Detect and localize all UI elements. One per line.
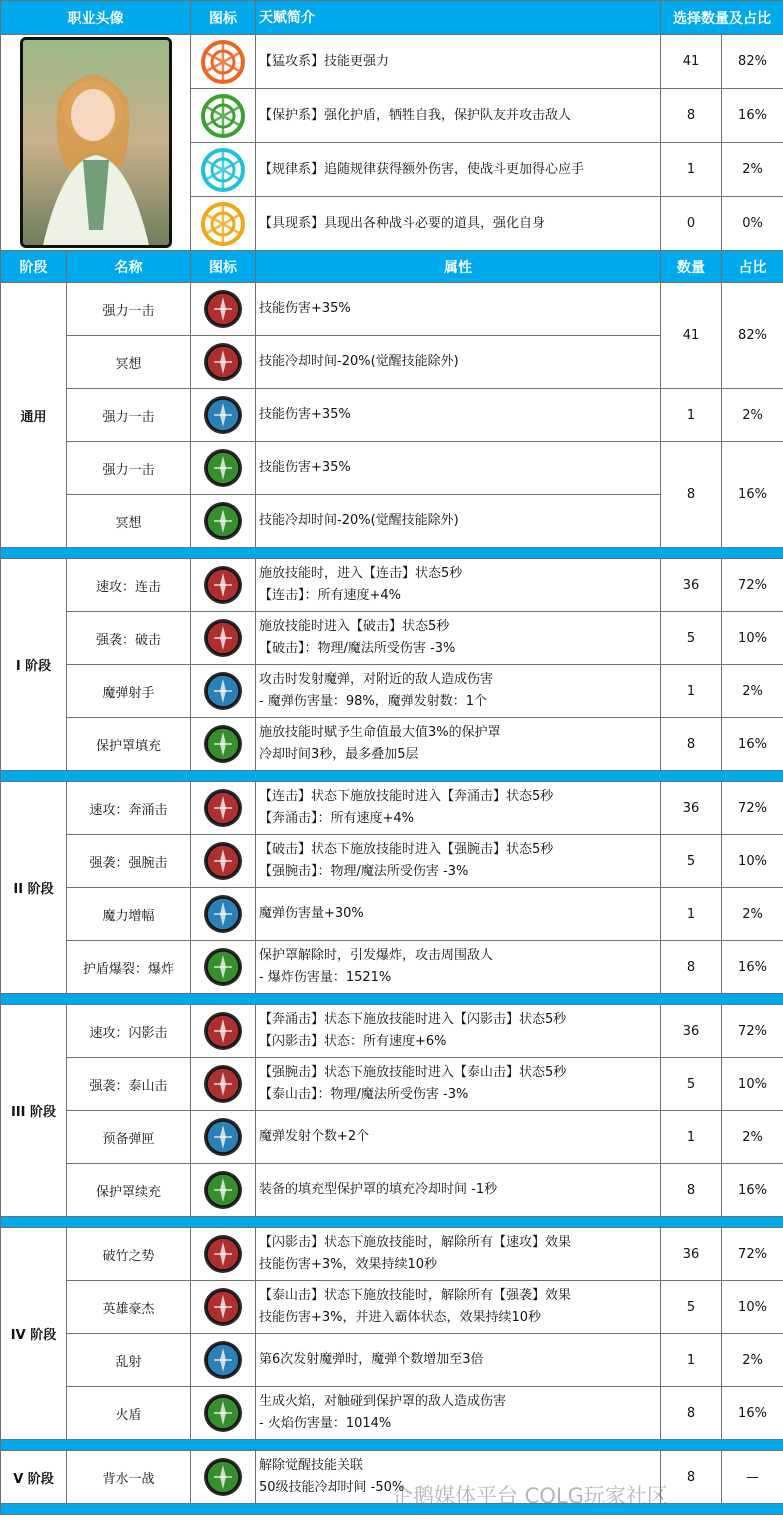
skill-percent: 16% <box>722 718 783 771</box>
skill-name: 强力一击 <box>67 389 191 442</box>
skill-count: 8 <box>661 442 722 548</box>
skill-count: 5 <box>661 1281 722 1334</box>
skill-name: 强力一击 <box>67 283 191 336</box>
talent-count: 0 <box>661 197 722 251</box>
orange-triad-emblem-icon <box>200 39 246 85</box>
skill-count: 36 <box>661 1005 722 1058</box>
col-talent-header: 天赋简介 <box>256 1 661 35</box>
section-divider <box>1 994 783 1005</box>
skill-icon-cell <box>191 888 256 941</box>
skill-icon-cell <box>191 559 256 612</box>
skill-count: 36 <box>661 559 722 612</box>
green-shield-skill-icon <box>203 724 243 764</box>
skill-name: 保护罩填充 <box>67 718 191 771</box>
skill-percent: 2% <box>722 1111 783 1164</box>
attribute-line: 冷却时间3秒，最多叠加5层 <box>259 747 419 762</box>
skill-percent: 72% <box>722 1228 783 1281</box>
green-recharge-skill-icon <box>203 1170 243 1210</box>
attribute-text <box>256 336 661 389</box>
skill-name: 英雄豪杰 <box>67 1281 191 1334</box>
col-stage-header: 阶段 <box>1 251 67 283</box>
green-wings-emblem-icon <box>200 93 246 139</box>
red-surge-skill-icon <box>203 788 243 828</box>
skill-icon-cell <box>191 612 256 665</box>
talent-percent: 2% <box>722 143 783 197</box>
attribute-text <box>256 1005 661 1058</box>
skill-name: 预备弹匣 <box>67 1111 191 1164</box>
attribute-text <box>256 1387 661 1440</box>
stage-label: V 阶段 <box>1 1451 67 1504</box>
section-divider <box>1 548 783 559</box>
skill-icon-cell <box>191 495 256 548</box>
gold-flame-emblem-icon <box>200 201 246 247</box>
talent-icon-cell <box>191 197 256 251</box>
skill-count: 1 <box>661 1334 722 1387</box>
skill-name: 冥想 <box>67 336 191 389</box>
portrait-cell <box>1 35 191 251</box>
talent-description: 【规律系】追随规律获得额外伤害，使战斗更加得心应手 <box>256 143 661 197</box>
attribute-line: 技能冷却时间-20%(觉醒技能除外) <box>259 354 459 369</box>
skill-percent: 72% <box>722 1005 783 1058</box>
skill-name: 冥想 <box>67 495 191 548</box>
blue-bullet-skill-icon <box>203 671 243 711</box>
attribute-text <box>256 612 661 665</box>
red-hero-skill-icon <box>203 1287 243 1327</box>
skill-icon-cell <box>191 283 256 336</box>
red-arm-skill-icon <box>203 841 243 881</box>
skill-icon-cell <box>191 442 256 495</box>
talent-count: 41 <box>661 35 722 89</box>
attribute-line: 技能伤害+35% <box>259 460 351 475</box>
red-break-skill-icon <box>203 618 243 658</box>
skill-count: 5 <box>661 612 722 665</box>
skill-icon-cell <box>191 718 256 771</box>
attribute-line: 技能伤害+3%，并进入霸体状态，效果持续10秒 <box>259 1310 542 1325</box>
attribute-line: 【闪影击】状态下施放技能时，解除所有【速攻】效果 <box>259 1235 572 1250</box>
skill-icon-cell <box>191 1281 256 1334</box>
attribute-line: 【破击】状态下施放技能时进入【强腕击】状态5秒 <box>259 842 554 857</box>
attribute-text <box>256 1281 661 1334</box>
skill-count: 8 <box>661 1387 722 1440</box>
green-sword-skill-icon <box>203 448 243 488</box>
skill-icon-cell <box>191 1387 256 1440</box>
attribute-line: 施放技能时进入【破击】状态5秒 <box>259 619 450 634</box>
talent-description: 【保护系】强化护盾，牺牲自我，保护队友并攻击敌人 <box>256 89 661 143</box>
skill-percent: 82% <box>722 283 783 389</box>
skill-icon-cell <box>191 389 256 442</box>
skill-count: 1 <box>661 389 722 442</box>
skill-count: 1 <box>661 665 722 718</box>
skill-name: 乱射 <box>67 1334 191 1387</box>
skill-percent: 10% <box>722 1058 783 1111</box>
attribute-line: 攻击时发射魔弹，对附近的敌人造成伤害 <box>259 672 494 687</box>
attribute-line: 技能冷却时间-20%(觉醒技能除外) <box>259 513 459 528</box>
skill-name: 破竹之势 <box>67 1228 191 1281</box>
skill-percent: 2% <box>722 389 783 442</box>
blue-barrage-skill-icon <box>203 1340 243 1380</box>
talent-icon-cell <box>191 89 256 143</box>
talent-icon-cell <box>191 143 256 197</box>
skill-count: 41 <box>661 283 722 389</box>
skill-percent: 10% <box>722 835 783 888</box>
skill-percent: — <box>722 1451 783 1504</box>
section-divider <box>1 1217 783 1228</box>
attribute-text <box>256 782 661 835</box>
skill-count: 8 <box>661 1451 722 1504</box>
col-name-header: 名称 <box>67 251 191 283</box>
skill-name: 火盾 <box>67 1387 191 1440</box>
skill-icon-cell <box>191 665 256 718</box>
skill-count: 5 <box>661 1058 722 1111</box>
skill-icon-cell <box>191 1228 256 1281</box>
col-select-header: 选择数量及占比 <box>661 1 783 35</box>
blue-amplify-skill-icon <box>203 894 243 934</box>
skill-name: 魔力增幅 <box>67 888 191 941</box>
skill-name: 强袭：破击 <box>67 612 191 665</box>
attribute-line: 【奔涌击】状态下施放技能时进入【闪影击】状态5秒 <box>259 1012 567 1027</box>
skill-icon-cell <box>191 1334 256 1387</box>
attribute-line: 【连击】状态下施放技能时进入【奔涌击】状态5秒 <box>259 789 554 804</box>
skill-percent: 2% <box>722 665 783 718</box>
red-sword-skill-icon <box>203 289 243 329</box>
skill-count: 8 <box>661 718 722 771</box>
attribute-text <box>256 1451 661 1504</box>
attribute-line: - 魔弹伤害量：98%，魔弹发射数：1个 <box>259 694 487 709</box>
red-meditate-skill-icon <box>203 342 243 382</box>
attribute-line: 第6次发射魔弹时，魔弹个数增加至3倍 <box>259 1352 484 1367</box>
stage-label: I 阶段 <box>1 559 67 771</box>
section-divider <box>1 771 783 782</box>
attribute-text <box>256 283 661 336</box>
skill-count: 8 <box>661 1164 722 1217</box>
attribute-text <box>256 1334 661 1387</box>
col-count-header: 数量 <box>661 251 722 283</box>
skill-percent: 10% <box>722 612 783 665</box>
skill-icon-cell <box>191 1005 256 1058</box>
section-divider <box>1 1504 783 1515</box>
skill-icon-cell <box>191 1111 256 1164</box>
col-percent-header: 占比 <box>722 251 783 283</box>
attribute-line: 解除觉醒技能关联 <box>259 1458 364 1473</box>
attribute-line: 【强腕击】状态下施放技能时进入【泰山击】状态5秒 <box>259 1065 567 1080</box>
talent-description: 【具现系】具现出各种战斗必要的道具，强化自身 <box>256 197 661 251</box>
red-momentum-skill-icon <box>203 1234 243 1274</box>
attribute-text <box>256 835 661 888</box>
attribute-line: 保护罩解除时，引发爆炸，攻击周围敌人 <box>259 948 494 963</box>
skill-count: 8 <box>661 941 722 994</box>
col-attr-header: 属性 <box>256 251 661 283</box>
attribute-text <box>256 1058 661 1111</box>
attribute-line: 魔弹发射个数+2个 <box>259 1129 370 1144</box>
attribute-line: 【破击】：物理/魔法所受伤害 -3% <box>259 641 456 656</box>
talent-percent: 0% <box>722 197 783 251</box>
watermark: 企鹅媒体平台 COLG玩家社区 <box>392 1484 668 1508</box>
skill-percent: 16% <box>722 1164 783 1217</box>
talent-icon-cell <box>191 35 256 89</box>
attribute-line: 【泰山击】：物理/魔法所受伤害 -3% <box>259 1087 469 1102</box>
skill-percent: 72% <box>722 782 783 835</box>
talent-count: 8 <box>661 89 722 143</box>
character-portrait <box>20 37 172 248</box>
attribute-text <box>256 718 661 771</box>
skill-count: 5 <box>661 835 722 888</box>
blue-sword-skill-icon <box>203 395 243 435</box>
attribute-text <box>256 559 661 612</box>
skill-name: 背水一战 <box>67 1451 191 1504</box>
red-mountain-skill-icon <box>203 1064 243 1104</box>
attribute-line: 技能伤害+3%，效果持续10秒 <box>259 1257 438 1272</box>
skill-count: 1 <box>661 888 722 941</box>
green-meditate-skill-icon <box>203 501 243 541</box>
skill-icon-cell <box>191 336 256 389</box>
green-burst-skill-icon <box>203 947 243 987</box>
skill-name: 速攻：奔涌击 <box>67 782 191 835</box>
attribute-line: 50级技能冷却时间 -50% <box>259 1480 405 1495</box>
skill-name: 速攻：连击 <box>67 559 191 612</box>
skill-icon-cell <box>191 1058 256 1111</box>
col-icon-header: 图标 <box>191 251 256 283</box>
attribute-line: 【强腕击】：物理/魔法所受伤害 -3% <box>259 864 469 879</box>
attribute-text <box>256 495 661 548</box>
attribute-text <box>256 1164 661 1217</box>
red-shadow-skill-icon <box>203 1011 243 1051</box>
stage-label: IV 阶段 <box>1 1228 67 1440</box>
skill-name: 保护罩续充 <box>67 1164 191 1217</box>
col-portrait-header: 职业头像 <box>1 1 191 35</box>
skill-name: 速攻：闪影击 <box>67 1005 191 1058</box>
attribute-line: 【泰山击】状态下施放技能时，解除所有【强袭】效果 <box>259 1288 572 1303</box>
skill-name: 强袭：泰山击 <box>67 1058 191 1111</box>
attribute-text <box>256 389 661 442</box>
skill-count: 1 <box>661 1111 722 1164</box>
talent-percent: 82% <box>722 35 783 89</box>
stage-label: 通用 <box>1 283 67 548</box>
skill-icon-cell <box>191 782 256 835</box>
green-last-stand-skill-icon <box>203 1457 243 1497</box>
attribute-text <box>256 888 661 941</box>
attribute-line: 施放技能时，进入【连击】状态5秒 <box>259 566 463 581</box>
attribute-line: - 爆炸伤害量：1521% <box>259 970 392 985</box>
talent-percent: 16% <box>722 89 783 143</box>
skill-icon-cell <box>191 1451 256 1504</box>
attribute-line: - 火焰伤害量：1014% <box>259 1416 392 1431</box>
skill-name: 强袭：强腕击 <box>67 835 191 888</box>
attribute-line: 装备的填充型保护罩的填充冷却时间 -1秒 <box>259 1182 498 1197</box>
attribute-text <box>256 1228 661 1281</box>
skill-percent: 2% <box>722 1334 783 1387</box>
stage-label: III 阶段 <box>1 1005 67 1217</box>
talent-count: 1 <box>661 143 722 197</box>
skill-name: 魔弹射手 <box>67 665 191 718</box>
skill-icon-cell <box>191 941 256 994</box>
skill-percent: 2% <box>722 888 783 941</box>
attribute-line: 技能伤害+35% <box>259 407 351 422</box>
attribute-line: 技能伤害+35% <box>259 301 351 316</box>
cyan-compass-emblem-icon <box>200 147 246 193</box>
skill-percent: 72% <box>722 559 783 612</box>
col-icon-header: 图标 <box>191 1 256 35</box>
attribute-text <box>256 665 661 718</box>
attribute-line: 【连击】：所有速度+4% <box>259 588 402 603</box>
attribute-line: 【闪影击】状态：所有速度+6% <box>259 1034 447 1049</box>
attribute-text <box>256 941 661 994</box>
skill-icon-cell <box>191 835 256 888</box>
skill-percent: 10% <box>722 1281 783 1334</box>
blue-magazine-skill-icon <box>203 1117 243 1157</box>
skill-name: 强力一击 <box>67 442 191 495</box>
skill-name: 护盾爆裂：爆炸 <box>67 941 191 994</box>
attribute-text <box>256 1111 661 1164</box>
skill-percent: 16% <box>722 442 783 548</box>
talent-description: 【猛攻系】技能更强力 <box>256 35 661 89</box>
attribute-text <box>256 442 661 495</box>
red-combo-skill-icon <box>203 565 243 605</box>
attribute-line: 生成火焰，对触碰到保护罩的敌人造成伤害 <box>259 1394 507 1409</box>
skill-percent: 16% <box>722 941 783 994</box>
stage-label: II 阶段 <box>1 782 67 994</box>
skill-percent: 16% <box>722 1387 783 1440</box>
attribute-line: 【奔涌击】：所有速度+4% <box>259 811 415 826</box>
green-fire-shield-skill-icon <box>203 1393 243 1433</box>
skill-icon-cell <box>191 1164 256 1217</box>
skill-count: 36 <box>661 1228 722 1281</box>
skill-count: 36 <box>661 782 722 835</box>
section-divider <box>1 1440 783 1451</box>
attribute-line: 魔弹伤害量+30% <box>259 906 364 921</box>
attribute-line: 施放技能时赋予生命值最大值3%的保护罩 <box>259 725 501 740</box>
